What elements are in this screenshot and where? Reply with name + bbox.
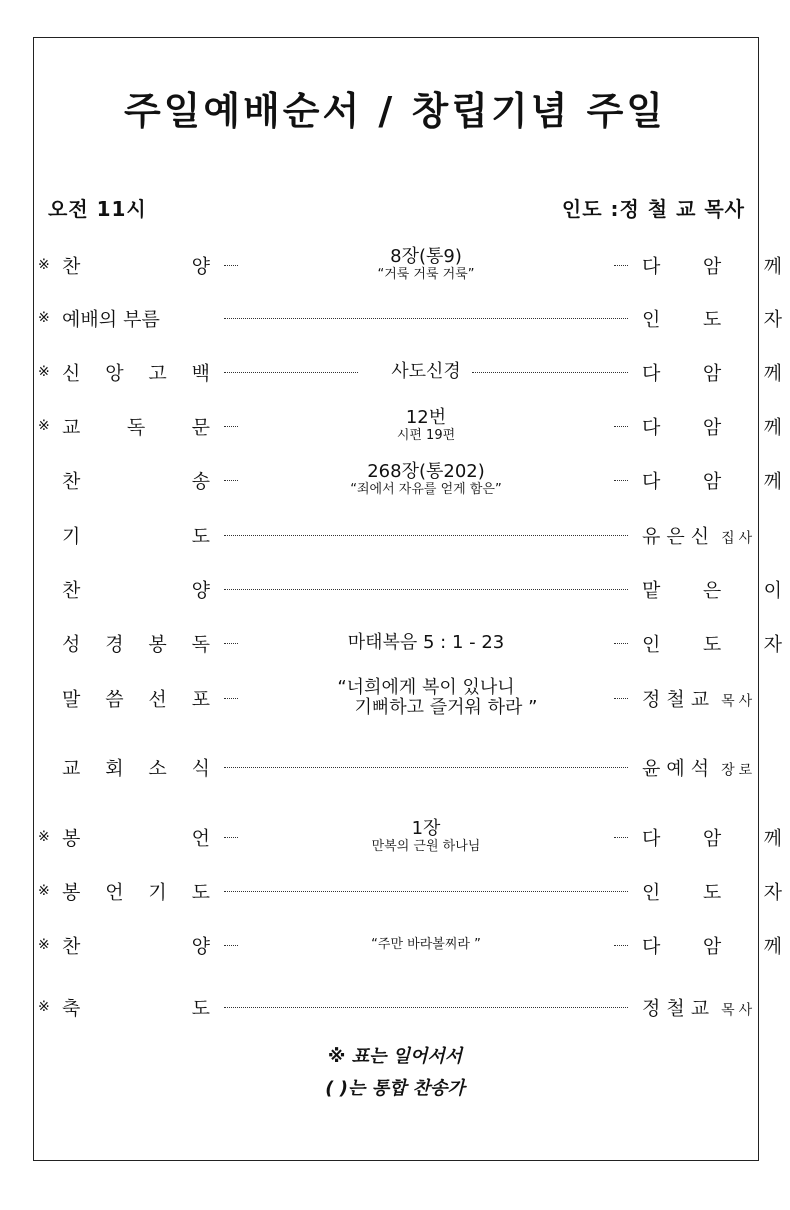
presenter xyxy=(642,467,782,494)
order-item-label xyxy=(62,994,210,1021)
label-char: 봉 xyxy=(148,633,167,656)
presenter-title: 목사 xyxy=(721,1002,757,1019)
order-item-label xyxy=(62,522,210,549)
order-row-r10 xyxy=(38,747,757,787)
dotted-leader xyxy=(224,480,238,481)
order-item-detail xyxy=(243,633,609,653)
presenter-char: 께 xyxy=(763,935,782,958)
presenter-title: 목사 xyxy=(721,693,757,710)
presenter-char: 암 xyxy=(702,255,722,278)
order-row-r9 xyxy=(38,677,757,718)
presenter-char: 께 xyxy=(763,362,782,385)
dotted-leader xyxy=(614,265,628,266)
label-char: 도 xyxy=(191,881,210,904)
presenter-title: 장로 xyxy=(721,762,757,779)
footer-note-standing: ※ 표는 일어서서 xyxy=(327,1046,463,1067)
presenter xyxy=(642,522,782,549)
label-char: 독 xyxy=(126,416,146,439)
order-item-label xyxy=(62,576,210,603)
presenter-char: 자 xyxy=(763,881,782,904)
dotted-leader xyxy=(224,318,628,319)
order-row-r4 xyxy=(38,406,782,446)
detail-main: 268장(통202) xyxy=(367,461,485,482)
order-item-detail xyxy=(243,362,609,382)
order-item-label xyxy=(62,413,210,440)
presenter-char: 이 xyxy=(763,579,782,602)
presenter-char: 다 xyxy=(642,470,661,493)
label-char: 찬 xyxy=(62,935,81,958)
detail-main: “너희에게 복이 있나니 xyxy=(337,677,515,698)
label-char: 양 xyxy=(191,255,210,278)
order-item-label xyxy=(62,824,210,851)
order-row-r7 xyxy=(38,569,782,609)
order-row-r11 xyxy=(38,817,782,857)
order-item-detail xyxy=(243,408,609,444)
order-item-label xyxy=(62,359,210,386)
label-char: 찬 xyxy=(62,579,81,602)
presenter xyxy=(642,685,782,712)
standing-mark: ※ xyxy=(38,829,50,845)
presenter xyxy=(642,932,782,959)
presenter-title: 집사 xyxy=(721,530,757,547)
presenter-char: 께 xyxy=(763,827,782,850)
presenter-char: 도 xyxy=(702,308,722,331)
order-item-detail xyxy=(243,678,609,718)
order-row-r6 xyxy=(38,515,757,555)
order-item-label xyxy=(62,630,210,657)
label-char: 포 xyxy=(191,688,210,711)
label-char: 선 xyxy=(148,688,167,711)
presenter xyxy=(642,824,782,851)
label-char: 경 xyxy=(105,633,124,656)
presenter xyxy=(642,305,782,332)
presenter-char: 맡 xyxy=(642,579,661,602)
presenter xyxy=(642,576,782,603)
detail-sub: “죄에서 자유를 얻게 함은” xyxy=(350,482,502,497)
order-row-r3 xyxy=(38,352,782,392)
detail-main: 8장(통9) xyxy=(390,246,462,267)
label-char: 봉 xyxy=(62,827,81,850)
label-char: 예배의 부름 xyxy=(62,308,160,331)
presenter-char: 자 xyxy=(763,308,782,331)
presenter-name: 정 철 교 xyxy=(642,997,710,1020)
order-row-r8 xyxy=(38,623,782,663)
label-char: 봉 xyxy=(62,881,81,904)
presenter-char: 다 xyxy=(642,255,661,278)
presenter-name: 정 철 교 xyxy=(642,688,710,711)
presenter-char: 도 xyxy=(702,633,722,656)
detail-main: 사도신경 xyxy=(391,361,461,382)
standing-mark: ※ xyxy=(38,257,50,273)
label-char: 씀 xyxy=(105,688,124,711)
label-char: 기 xyxy=(62,525,81,548)
presenter-char: 인 xyxy=(642,881,661,904)
label-char: 축 xyxy=(62,997,81,1020)
label-char: 찬 xyxy=(62,255,81,278)
presenter xyxy=(642,252,782,279)
order-item-detail xyxy=(243,247,609,283)
label-char: 교 xyxy=(62,757,81,780)
label-char: 앙 xyxy=(105,362,124,385)
detail-sub: 만복의 근원 하나님 xyxy=(371,839,481,854)
standing-mark: ※ xyxy=(38,999,50,1015)
standing-mark: ※ xyxy=(38,883,50,899)
presenter-name: 유 은 신 xyxy=(642,525,710,548)
order-row-r1 xyxy=(38,245,782,285)
presenter-char: 다 xyxy=(642,935,661,958)
standing-mark: ※ xyxy=(38,937,50,953)
presenter-char: 암 xyxy=(702,827,722,850)
order-item-label xyxy=(62,305,210,332)
label-char: 찬 xyxy=(62,470,81,493)
presenter xyxy=(642,413,782,440)
label-char: 고 xyxy=(148,362,167,385)
order-item-detail xyxy=(243,819,609,855)
dotted-leader xyxy=(224,535,628,536)
order-row-r13 xyxy=(38,925,782,965)
dotted-leader xyxy=(614,426,628,427)
dotted-leader xyxy=(614,698,628,699)
order-item-label xyxy=(62,878,210,905)
service-time: 오전 11시 xyxy=(48,197,147,221)
presenter-char: 께 xyxy=(763,470,782,493)
presenter-char: 암 xyxy=(702,470,722,493)
label-char: 성 xyxy=(62,633,81,656)
presenter-char: 께 xyxy=(763,255,782,278)
detail-sub: “거룩 거룩 거룩” xyxy=(377,267,475,282)
label-char: 백 xyxy=(191,362,210,385)
order-item-label xyxy=(62,932,210,959)
order-item-label xyxy=(62,252,210,279)
presenter-char: 다 xyxy=(642,416,661,439)
standing-mark: ※ xyxy=(38,418,50,434)
label-char: 도 xyxy=(191,997,210,1020)
presenter xyxy=(642,994,782,1021)
dotted-leader xyxy=(224,891,628,892)
presenter-char: 도 xyxy=(702,881,722,904)
presenter xyxy=(642,359,782,386)
detail-sub: 시편 19편 xyxy=(396,428,456,443)
label-char: 식 xyxy=(191,757,210,780)
presenter xyxy=(642,630,782,657)
label-char: 송 xyxy=(191,470,210,493)
order-row-r12 xyxy=(38,871,782,911)
service-leader: 인도 :정 철 교 목사 xyxy=(561,197,745,221)
presenter-char: 다 xyxy=(642,362,661,385)
detail-main-line2: 기뻐하고 즐거워 하라 ” xyxy=(354,697,538,718)
presenter-char: 인 xyxy=(642,633,661,656)
order-item-label xyxy=(62,467,210,494)
order-item-label xyxy=(62,685,210,712)
order-row-r2 xyxy=(38,298,782,338)
dotted-leader xyxy=(614,480,628,481)
label-char: 기 xyxy=(148,881,167,904)
order-item-detail xyxy=(243,937,609,953)
dotted-leader xyxy=(614,643,628,644)
label-char: 독 xyxy=(191,633,210,656)
dotted-leader xyxy=(224,265,238,266)
label-char: 언 xyxy=(191,827,210,850)
label-char: 교 xyxy=(62,416,81,439)
dotted-leader xyxy=(224,767,628,768)
dotted-leader xyxy=(224,837,238,838)
dotted-leader xyxy=(224,426,238,427)
detail-main: 12번 xyxy=(405,407,447,428)
label-char: 문 xyxy=(191,416,210,439)
order-row-r5 xyxy=(38,460,782,500)
footer-note-hymnal: ( )는 통합 찬송가 xyxy=(325,1078,465,1099)
presenter-char: 암 xyxy=(702,935,722,958)
presenter-char: 은 xyxy=(702,579,722,602)
page-title: 주일예배순서 / 창립기념 주일 xyxy=(123,89,667,133)
detail-main: 마태복음 5 : 1 - 23 xyxy=(347,632,505,653)
dotted-leader xyxy=(614,945,628,946)
presenter-char: 암 xyxy=(702,416,722,439)
dotted-leader xyxy=(224,589,628,590)
dotted-leader xyxy=(224,643,238,644)
label-char: 도 xyxy=(191,525,210,548)
label-char: 양 xyxy=(191,935,210,958)
dotted-leader xyxy=(224,1007,628,1008)
standing-mark: ※ xyxy=(38,364,50,380)
order-item-label xyxy=(62,754,210,781)
detail-sub: “주만 바라볼찌라 ” xyxy=(371,937,481,952)
standing-mark: ※ xyxy=(38,310,50,326)
presenter-char: 다 xyxy=(642,827,661,850)
label-char: 소 xyxy=(148,757,167,780)
order-item-detail xyxy=(243,462,609,498)
label-char: 언 xyxy=(105,881,124,904)
label-char: 양 xyxy=(191,579,210,602)
presenter-char: 자 xyxy=(763,633,782,656)
detail-main: 1장 xyxy=(411,818,441,839)
presenter-char: 께 xyxy=(763,416,782,439)
label-char: 신 xyxy=(62,362,81,385)
presenter xyxy=(642,878,782,905)
dotted-leader xyxy=(224,698,238,699)
label-char: 말 xyxy=(62,688,81,711)
dotted-leader xyxy=(614,837,628,838)
presenter xyxy=(642,754,782,781)
presenter-char: 인 xyxy=(642,308,661,331)
presenter-char: 암 xyxy=(702,362,722,385)
dotted-leader xyxy=(224,945,238,946)
order-row-r14 xyxy=(38,987,757,1027)
label-char: 회 xyxy=(105,757,124,780)
presenter-name: 윤 예 석 xyxy=(642,757,710,780)
